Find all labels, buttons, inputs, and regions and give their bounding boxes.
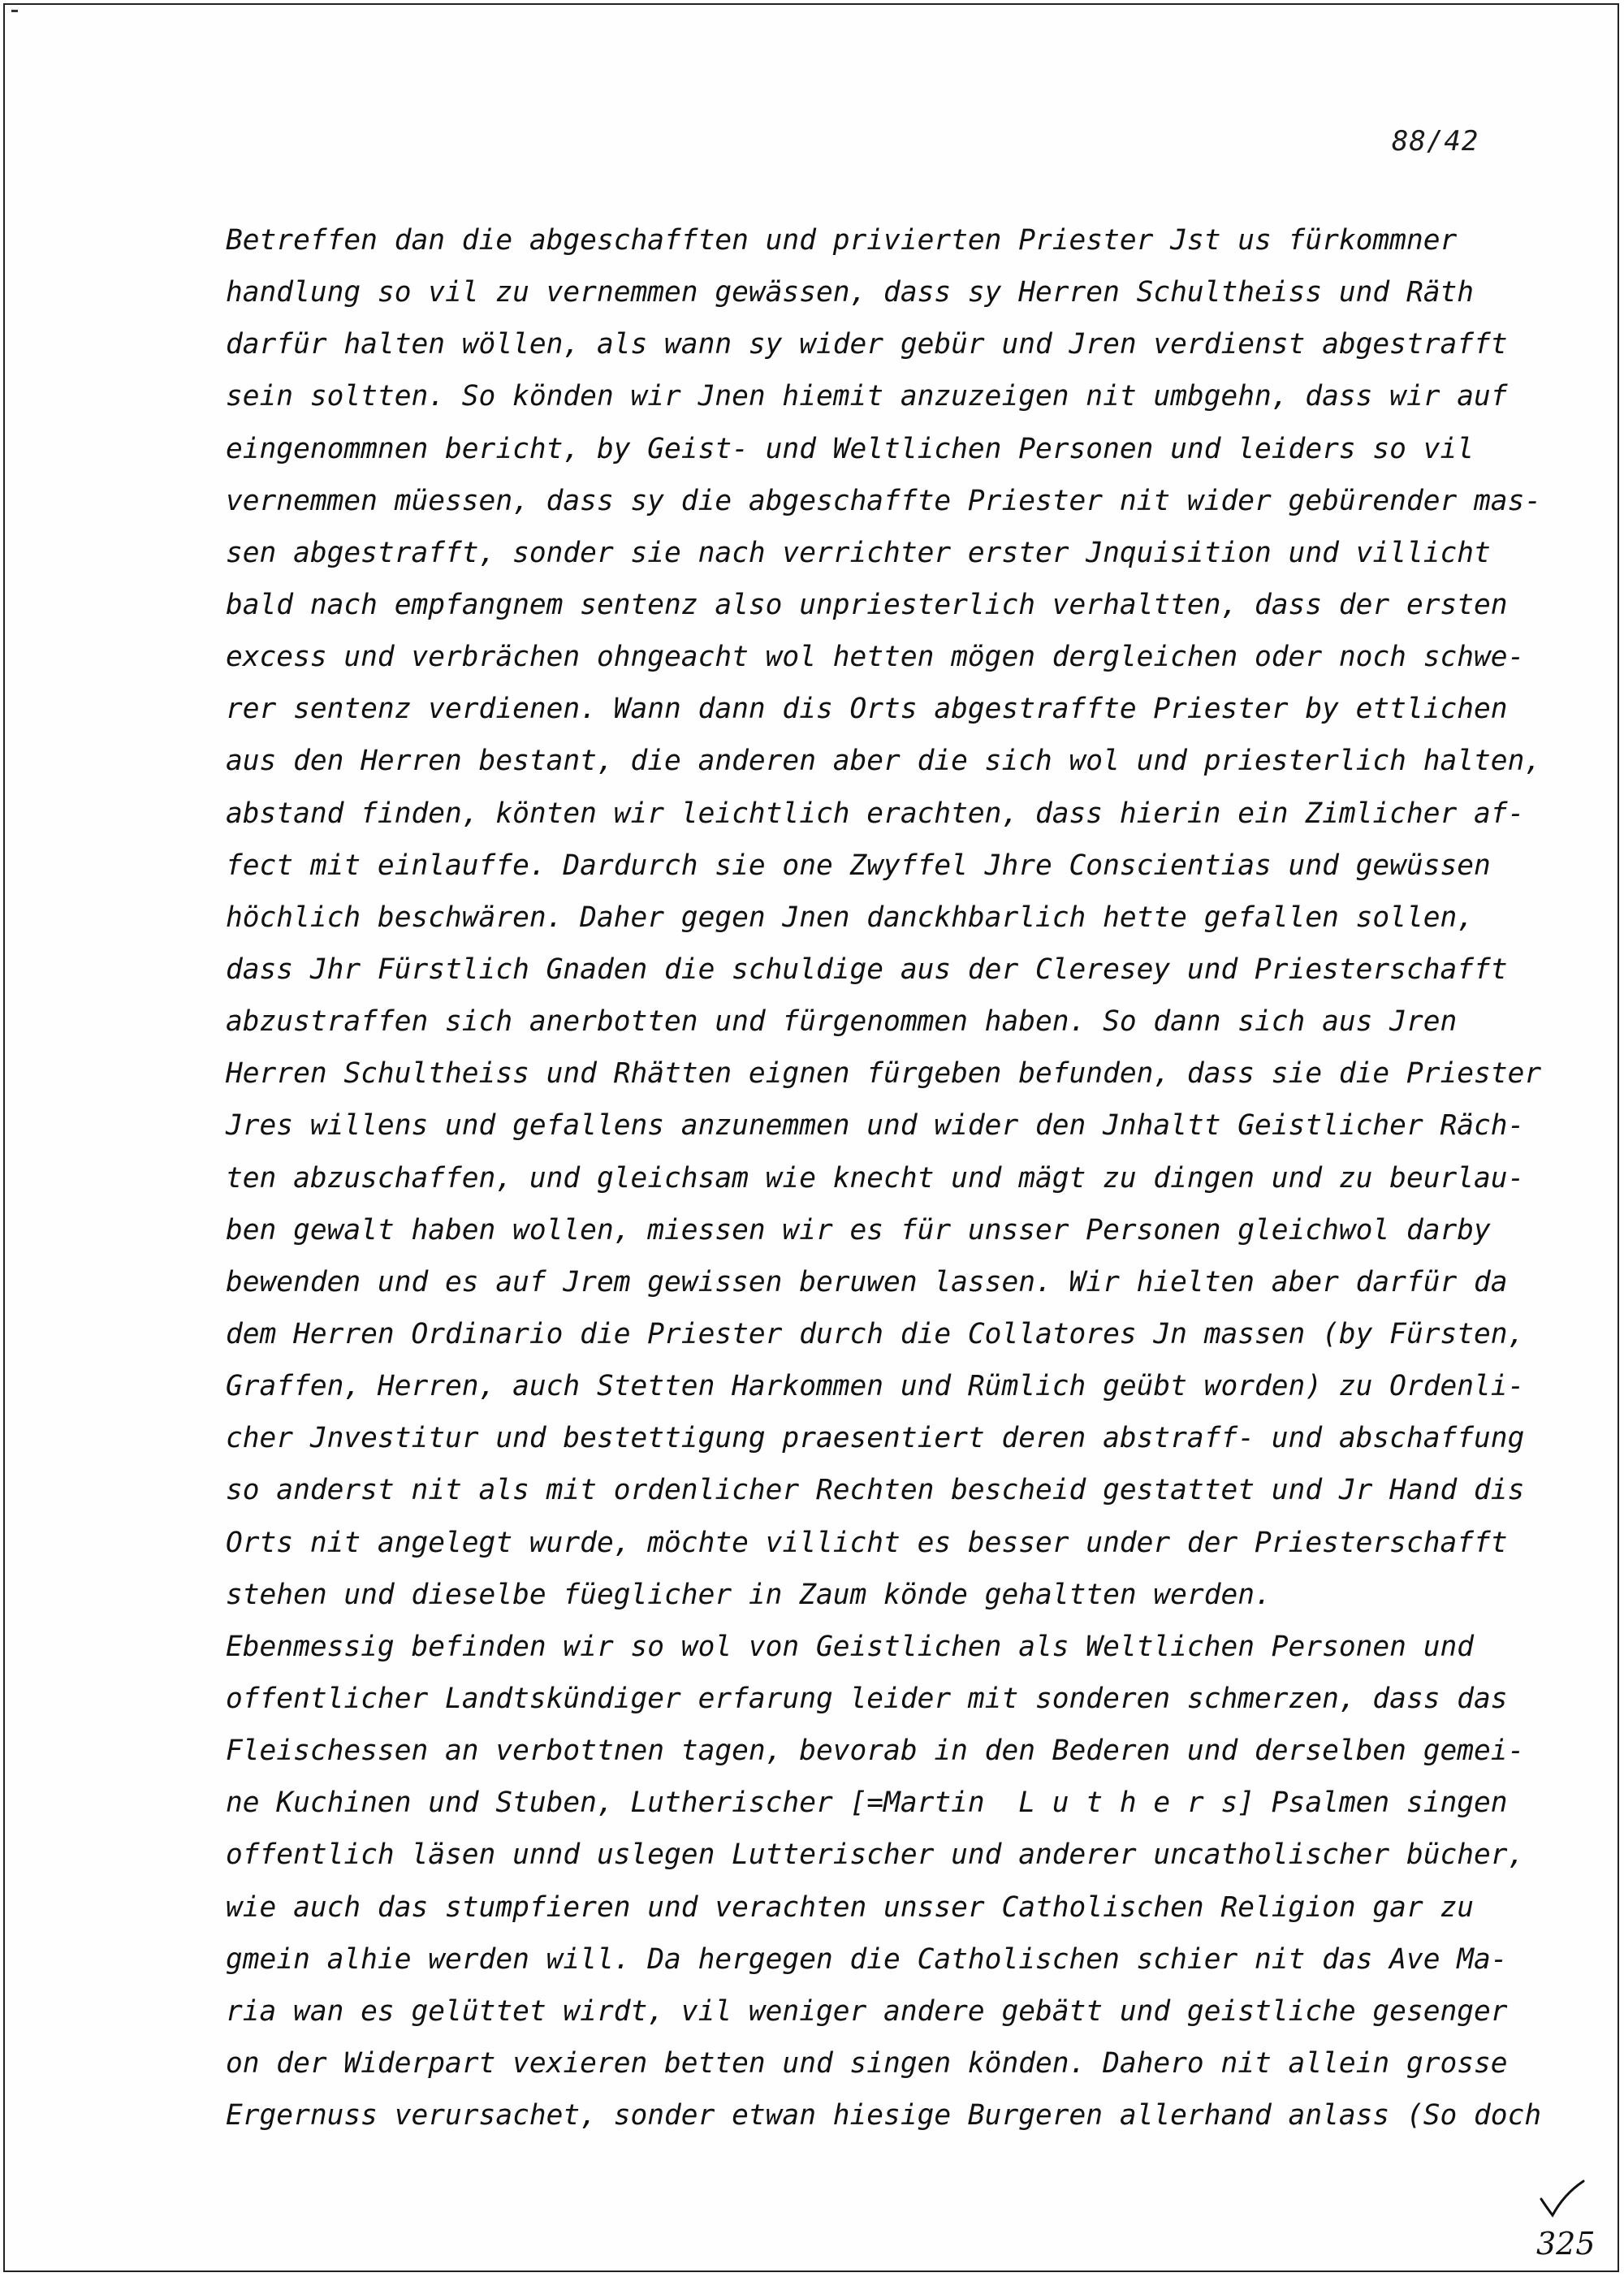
text-line: ria wan es gelüttet wirdt, vil weniger andere gebätt und geistliche gesenger <box>226 1994 1508 2028</box>
text-line: abzustraffen sich anerbotten und fürgenommen haben. So dann sich aus Jren <box>226 1005 1458 1039</box>
text-line: sein soltten. So könden wir Jnen hiemit anzuzeigen nit umbgehn, dass wir auf <box>226 380 1508 413</box>
text-line: dass Jhr Fürstlich Gnaden die schuldige aus der Cleresey und Priesterschafft <box>226 953 1508 986</box>
text-line: Betreffen dan die abgeschafften und privierten Priester Jst us fürkommner <box>226 224 1458 257</box>
text-line: wie auch das stumpfieren und verachten unsser Catholischen Religion gar zu <box>226 1890 1475 1924</box>
text-line: bewenden und es auf Jrem gewissen beruwen lassen. Wir hielten aber darfür da <box>226 1265 1508 1298</box>
text-line: Ergernuss verursachet, sonder etwan hiesige Burgeren allerhand anlass (So doch <box>226 2099 1542 2132</box>
text-line: sen abgestrafft, sonder sie nach verrichter erster Jnquisition und villicht <box>226 536 1491 569</box>
text-line: excess und verbrächen ohngeacht wol hetten mögen dergleichen oder noch schwe- <box>226 641 1525 674</box>
text-line: fect mit einlauffe. Dardurch sie one Zwyffel Jhre Conscientias und gewüssen <box>226 849 1491 882</box>
footer-annotation: 325 <box>1536 2226 1596 2262</box>
text-line: gmein alhie werden will. Da hergegen die Catholischen schier nit das Ave Ma- <box>226 1942 1508 1976</box>
corner-mark <box>11 10 18 12</box>
text-line: Orts nit angelegt wurde, möchte villicht es besser under der Priesterschafft <box>226 1526 1508 1559</box>
text-line: offentlich läsen unnd uslegen Lutterischer und anderer uncatholischer bücher, <box>226 1838 1525 1872</box>
check-mark-icon <box>1541 2181 1583 2215</box>
text-line: Jres willens und gefallens anzunemmen und wider den Jnhaltt Geistlicher Räch- <box>226 1109 1525 1143</box>
text-line: ne Kuchinen und Stuben, Lutherischer [=Martin L u t h e r s] Psalmen singen <box>226 1787 1508 1820</box>
text-line: on der Widerpart vexieren betten und singen könden. Dahero nit allein grosse <box>226 2046 1508 2080</box>
text-line: abstand finden, könten wir leichtlich erachten, dass hierin ein Zimlicher af- <box>226 797 1525 830</box>
text-line: rer sentenz verdienen. Wann dann dis Orts abgestraffte Priester by ettlichen <box>226 693 1508 726</box>
page-number: 88/42 <box>1392 125 1479 158</box>
text-line: darfür halten wöllen, als wann sy wider gebür und Jren verdienst abgestrafft <box>226 328 1508 361</box>
text-line: höchlich beschwären. Daher gegen Jnen danckhbarlich hette gefallen sollen, <box>226 901 1475 934</box>
body-text <box>226 214 1542 2141</box>
text-line: vernemmen müessen, dass sy die abgeschaffte Priester nit wider gebürender mas- <box>226 484 1542 517</box>
text-line: Herren Schultheiss und Rhätten eignen fürgeben befunden, dass sie die Priester <box>226 1057 1542 1091</box>
text-line: bald nach empfangnem sentenz also unpriesterlich verhaltten, dass der ersten <box>226 588 1508 621</box>
text-line: eingenommnen bericht, by Geist- und Weltlichen Personen und leiders so vil <box>226 432 1475 465</box>
text-line: Graffen, Herren, auch Stetten Harkommen und Rümlich geübt worden) zu Ordenli- <box>226 1370 1525 1403</box>
text-line: Ebenmessig befinden wir so wol von Geistlichen als Weltlichen Personen und <box>226 1630 1475 1663</box>
text-line: aus den Herren bestant, die anderen aber die sich wol und priesterlich halten, <box>226 745 1542 778</box>
text-line: ten abzuschaffen, und gleichsam wie knecht und mägt zu dingen und zu beurlau- <box>226 1161 1525 1195</box>
text-line: offentlicher Landtskündiger erfarung leider mit sonderen schmerzen, dass das <box>226 1682 1508 1715</box>
handwritten-marks <box>1527 2176 1608 2266</box>
document-page <box>3 3 1619 2272</box>
text-line: Fleischessen an verbottnen tagen, bevorab in den Bederen und derselben gemei- <box>226 1735 1525 1768</box>
text-line: stehen und dieselbe füeglicher in Zaum könde gehaltten werden. <box>226 1578 1272 1611</box>
text-line: handlung so vil zu vernemmen gewässen, dass sy Herren Schultheiss und Räth <box>226 276 1475 309</box>
text-line: ben gewalt haben wollen, miessen wir es für unsser Personen gleichwol darby <box>226 1213 1491 1247</box>
text-line: dem Herren Ordinario die Priester durch die Collatores Jn massen (by Fürsten, <box>226 1317 1525 1350</box>
text-line: so anderst nit als mit ordenlicher Rechten bescheid gestattet und Jr Hand dis <box>226 1474 1525 1507</box>
text-line: cher Jnvestitur und bestettigung praesentiert deren abstraff- und abschaffung <box>226 1422 1525 1455</box>
